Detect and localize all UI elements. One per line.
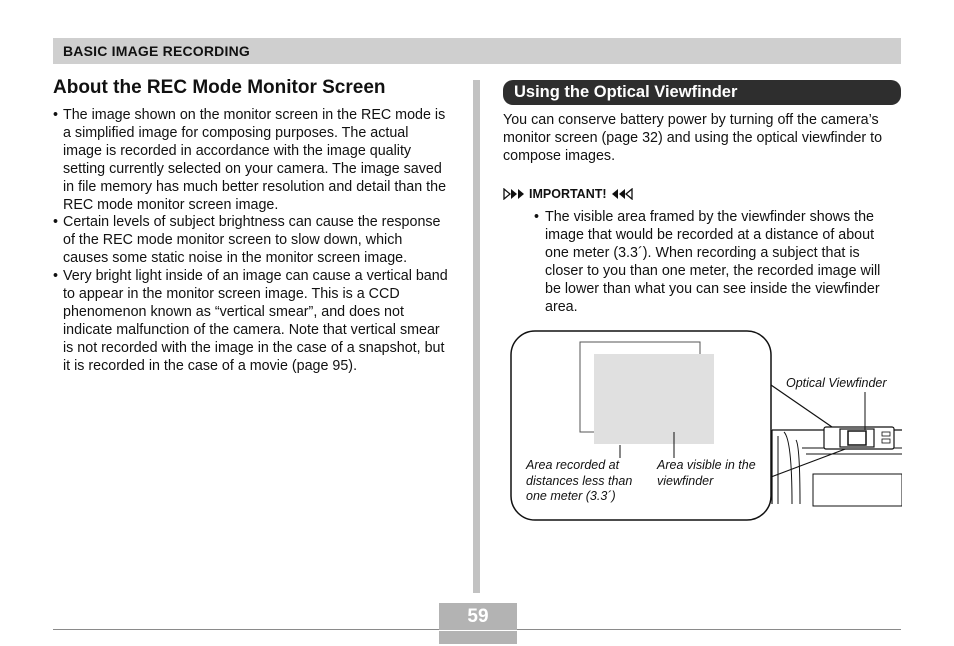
list-item: • Certain levels of subject brightness can cause the response of the REC mode monitor screen to slow down, which causes some static noise in the monitor screen image. <box>53 214 451 268</box>
section-title: Using the Optical Viewfinder <box>514 83 738 101</box>
callout-line-lower <box>771 448 848 477</box>
section-header-label: BASIC IMAGE RECORDING <box>63 43 250 59</box>
list-item: • Very bright light inside of an image can cause a vertical band to appear in the monitor screen image. This is a CCD phenomenon known as “vertical smear”, and does not indicate malfunction of the camera. Note that vertical smear is not recorded with the image in the case of a snapshot, but it is recorded in the case of a movie (page 95). <box>53 268 451 375</box>
important-left-icon <box>503 188 525 200</box>
page-number-box <box>439 603 517 644</box>
page-title: About the REC Mode Monitor Screen <box>53 77 386 98</box>
important-heading <box>503 186 633 202</box>
important-right-icon <box>611 188 633 200</box>
camera-body-illustration <box>772 392 902 506</box>
viewfinder-diagram <box>510 330 902 522</box>
column-divider <box>473 80 480 593</box>
list-item: • The visible area framed by the viewfinder shows the image that would be recorded at a distance of about one meter (3.3´). When recording a subject that is closer to you than one meter, the recorded image will be lower than what you can see inside the viewfinder area. <box>534 209 894 316</box>
section-header-bar <box>53 38 901 64</box>
list-item: • The image shown on the monitor screen in the REC mode is a simplified image for composing purposes. The actual image is recorded in accordance with the image quality setting currently selected on your camera. The image saved in file memory has much better resolution and detail than the REC mode monitor screen image. <box>53 107 451 214</box>
monitor-notes-list <box>53 107 451 376</box>
important-label: IMPORTANT! <box>529 187 607 201</box>
important-notes-list <box>534 209 894 316</box>
page-number: 59 <box>467 606 489 627</box>
recorded-area-region <box>594 354 714 444</box>
intro-paragraph: You can conserve battery power by turning off the camera’s monitor screen (page 32) and using the optical viewfinder to compose images. <box>503 112 883 164</box>
section-title-bar <box>503 80 901 105</box>
optical-viewfinder-label: Optical Viewfinder <box>786 376 887 390</box>
area-recorded-label: Area recorded at distances less than one meter (3.3´) <box>526 458 633 503</box>
area-visible-label: Area visible in the viewfinder <box>657 458 756 488</box>
